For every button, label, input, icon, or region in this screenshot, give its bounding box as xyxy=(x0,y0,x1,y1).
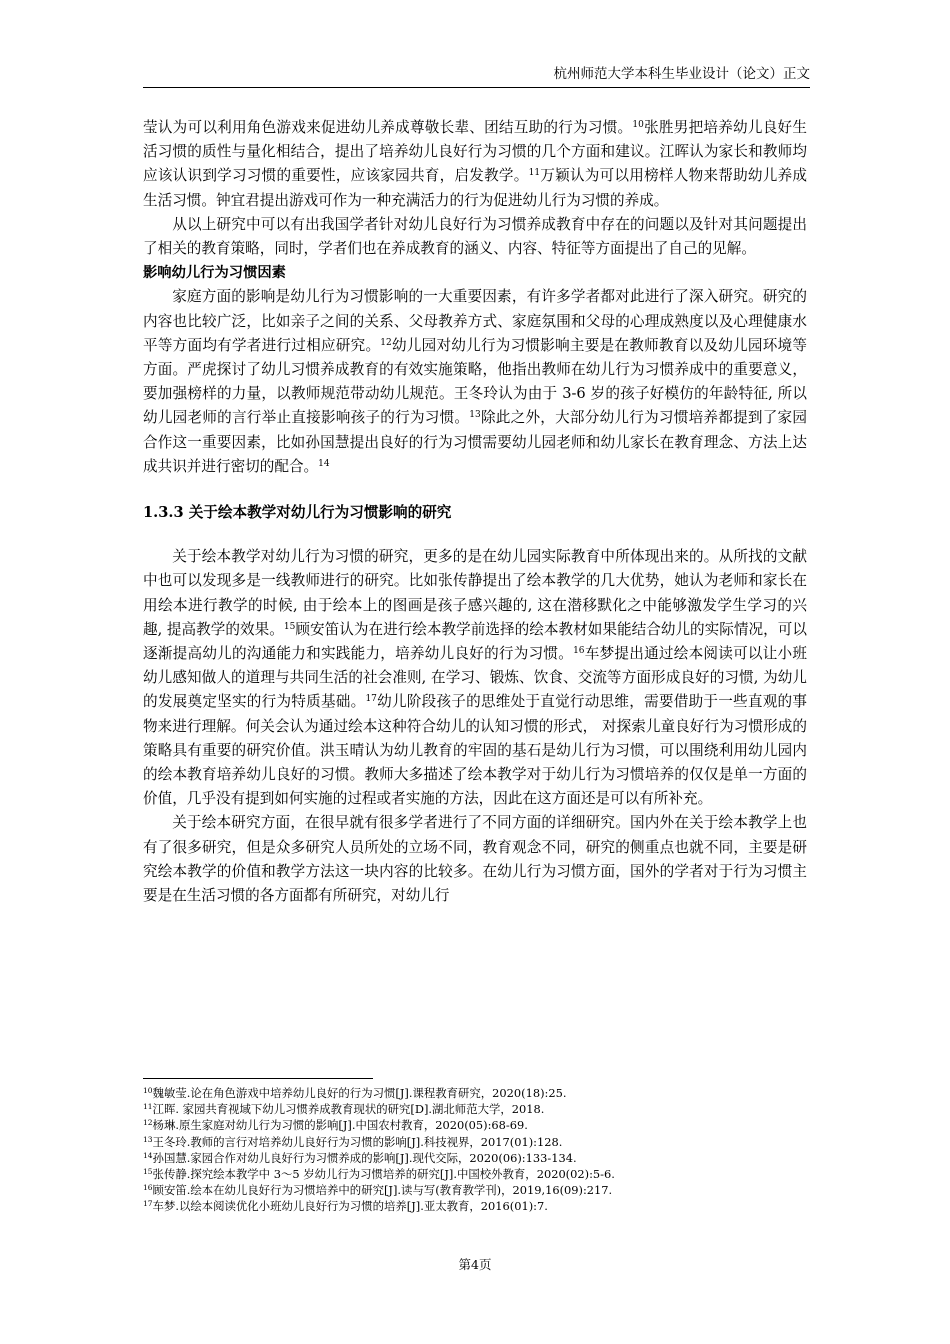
paragraph-5: 关于绘本研究方面，在很早就有很多学者进行了不同方面的详细研究。国内外在关于绘本教学上也有了很多研究，但是众多研究人员所处的立场不同，教育观念不同，研究的侧重点也就不同，主要是研究绘本教学的价值和教学方法这一块内容的比较多。在幼儿行为习惯方面，国外的学者对于行为习惯主要是在生活习惯的各方面都有所研究，对幼儿行 xyxy=(143,814,807,905)
section-title: 1.3.3 关于绘本教学对幼儿行为习惯影响的研究 xyxy=(143,504,452,522)
p3-text-a: 家庭方面的影响是幼儿行为习惯影响的一大重要因素，有许多学者都对此进行了深入研究。研究的内容也比较广泛，比如亲子之间的关系、父母教养方式、家庭氛围和父母的心理成熟度以及心理健康水平等方面均有学者进行过相应研究。 xyxy=(143,288,807,354)
footnote xyxy=(143,1101,807,1117)
p1-text-b: 张胜男把培养幼儿良好生活习惯的质性与量化相结合，提出了培养幼儿良好行为习惯的几个方面和建议。江晖认为家长和教师均应该认识到学习习惯的重要性，应该家园共育，启发教学。 xyxy=(143,119,807,185)
footnote-text: 魏敏莹.论在角色游戏中培养幼儿良好的行为习惯[J].课程教育研究，2020(18):25. xyxy=(152,1086,567,1100)
p4-text-a: 关于绘本教学对幼儿行为习惯的研究，更多的是在幼儿园实际教育中所体现出来的。从所找的文献中也可以发现多是一线教师进行的研究。比如张传静提出了绘本教学的几大优势，她认为老师和家长在用绘本进行教学的时候, 由于绘本上的图画是孩子感兴趣的, 这在潜移默化之中能够激发学生学习的兴趣, 提高教学的效果。 xyxy=(143,548,807,638)
subheading: 影响幼儿行为习惯因素 xyxy=(143,265,286,282)
footnotes xyxy=(143,1085,807,1215)
footnote-text: 王冬玲.教师的言行对培养幼儿良好行为习惯的影响[J].科技视界，2017(01):128. xyxy=(152,1134,563,1149)
footnote-text: 顾安笛.绘本在幼儿良好行为习惯培养中的研究[J].读与写(教育教学刊)，2019,16(09):217. xyxy=(152,1183,613,1198)
paragraph-3 xyxy=(143,285,807,479)
footnote-number: 12 xyxy=(143,1118,153,1128)
footnote-number: 10 xyxy=(143,1086,153,1095)
body-text xyxy=(143,116,807,908)
footnote xyxy=(143,1182,807,1198)
footnote xyxy=(143,1166,807,1182)
p3-text-c: 除此之外，大部分幼儿行为习惯培养都提到了家园合作这一重要因素，比如孙国慧提出良好的行为习惯需要幼儿园老师和幼儿家长在教育理念、方法上达成共识并进行密切的配合。 xyxy=(143,409,807,475)
p1-text-a: 莹认为可以利用角色游戏来促进幼儿养成尊敬长辈、团结互助的行为习惯。 xyxy=(143,119,633,136)
footnote-separator xyxy=(143,1078,373,1079)
footnote xyxy=(143,1117,807,1133)
footnote-number: 13 xyxy=(143,1134,153,1144)
p4-text-b: 顾安笛认为在进行绘本教学前选择的绘本教材如果能结合幼儿的实际情况，可以逐渐提高幼儿的沟通能力和实践能力，培养幼儿良好的行为习惯。 xyxy=(143,620,807,663)
footnote xyxy=(143,1198,807,1214)
paragraph-2: 从以上研究中可以有出我国学者针对幼儿良好行为习惯养成教育中存在的问题以及针对其问题提出了相关的教育策略，同时，学者们也在养成教育的涵义、内容、特征等方面提出了自己的见解。 xyxy=(143,215,807,258)
citation-marker: 10 xyxy=(632,120,644,130)
footnote-text: 孙国慧.家园合作对幼儿良好行为习惯养成的影响[J].现代交际，2020(06):133-134. xyxy=(152,1150,577,1165)
footnote-text: 江晖. 家园共育视域下幼儿习惯养成教育现状的研究[D].湖北师范大学，2018. xyxy=(152,1102,545,1117)
paragraph-4 xyxy=(143,545,807,811)
citation-marker: 13 xyxy=(469,410,481,421)
footnote-number: 11 xyxy=(143,1102,153,1112)
p3-text-b: 幼儿园对幼儿行为习惯影响主要是在教师教育以及幼儿园环境等方面。严虎探讨了幼儿习惯养成教育的有效实施策略，他指出教师在幼儿行为习惯养成中的重要意义，要加强榜样的力量，以教师规范带动幼儿规范。王冬玲认为由于 3-6 岁的孩子好模仿的年龄特征, 所以幼儿园老师的言行举止直接影响孩子的行为习惯。 xyxy=(143,336,807,427)
footnote xyxy=(143,1150,807,1166)
page-number: 第4页 xyxy=(458,1257,492,1272)
citation-marker: 17 xyxy=(365,694,377,705)
footnote-number: 17 xyxy=(143,1199,153,1209)
citation-marker: 15 xyxy=(283,621,296,632)
p1-text-c: 万颖认为可以用榜样人物来帮助幼儿养成生活习惯。钟宜君提出游戏可作为一种充满活力的行为促进幼儿行为习惯的养成。 xyxy=(143,167,807,209)
footnote xyxy=(143,1085,807,1101)
p4-text-d: 幼儿阶段孩子的思维处于直觉行动思维，需要借助于一些直观的事物来进行理解。何关会认为通过绘本这种符合幼儿的认知习惯的形式， 对探索儿童良好行为习惯形成的策略具有重要的研究价值。洪玉晴认为幼儿教育的牢固的基石是幼儿行为习惯，可以围绕利用幼儿园内的绘本教育培养幼儿良好的习惯。教师大多描述了绘本教学对于幼儿行为习惯培养的仅仅是单一方面的价值，几乎没有提到如何实施的过程或者实施的方法，因此在这方面还是可以有所补充。 xyxy=(143,693,807,808)
citation-marker: 16 xyxy=(573,646,585,657)
footnote-number: 16 xyxy=(143,1183,153,1193)
citation-marker: 11 xyxy=(528,168,541,179)
footnote-text: 车梦.以绘本阅读优化小班幼儿良好行为习惯的培养[J].亚太教育，2016(01):7. xyxy=(152,1199,548,1214)
citation-marker: 14 xyxy=(318,458,330,469)
citation-marker: 12 xyxy=(380,337,392,348)
page-header xyxy=(143,64,810,88)
footnote xyxy=(143,1134,807,1150)
header-title: 杭州师范大学本科生毕业设计（论文）正文 xyxy=(553,66,810,82)
paragraph-1 xyxy=(143,116,807,213)
footnote-text: 张传静.探究绘本教学中 3～5 岁幼儿行为习惯培养的研究[J].中国校外教育，2020(02):5-6. xyxy=(152,1167,615,1182)
footnote-text: 杨琳.原生家庭对幼儿行为习惯的影响[J].中国农村教育，2020(05):68-69. xyxy=(152,1118,528,1133)
p4-text-c: 车梦提出通过绘本阅读可以让小班幼儿感知做人的道理与共同生活的社会准则, 在学习、锻炼、饮食、交流等方面形成良好的习惯, 为幼儿的发展奠定坚实的行为特质基础。 xyxy=(143,645,807,711)
footnote-number: 15 xyxy=(143,1167,153,1177)
footnote-number: 14 xyxy=(143,1150,153,1160)
